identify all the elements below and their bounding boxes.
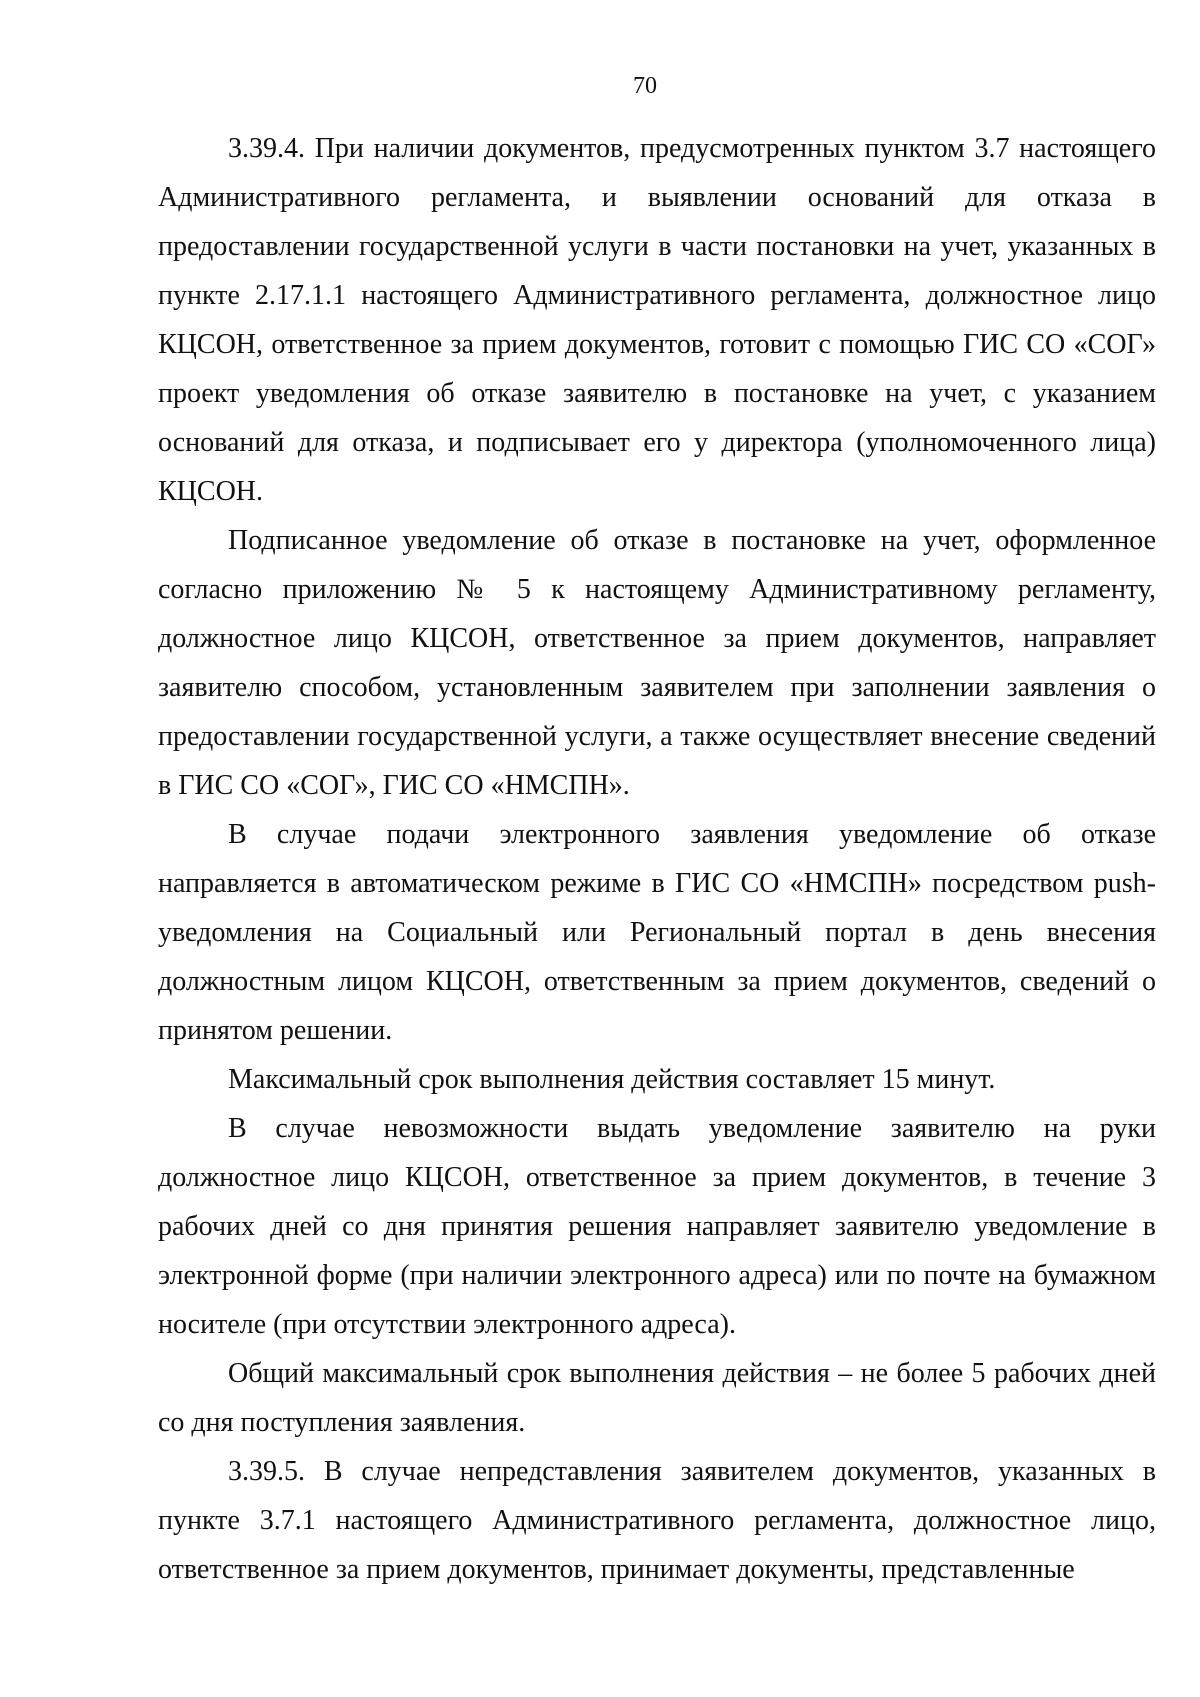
paragraph-3-39-5: 3.39.5. В случае непредставления заявителем документов, указанных в пункте 3.7.1 настоящего Административного регламента, должностное лицо, ответственное за прием документов, принимает документы, представленные (158, 1456, 1156, 1585)
paragraph-max-time-15-minutes: Максимальный срок выполнения действия составляет 15 минут. (228, 1064, 996, 1095)
paragraph-unable-to-deliver: В случае невозможности выдать уведомление заявителю на руки должностное лицо КЦСОН, ответственное за прием документов, в течение 3 рабочих дней со дня принятия решения направляет заявителю уведомление в электронной форме (при наличии электронного адреса) или по почте на бумажном носителе (при отсутствии электронного адреса). (158, 1113, 1156, 1340)
paragraph-signed-notification: Подписанное уведомление об отказе в постановке на учет, оформленное согласно приложению № 5 к настоящему Административному регламенту, должностное лицо КЦСОН, ответственное за прием документов, направляет заявителю способом, установленным заявителем при заполнении заявления о предоставлении государственной услуги, а также осуществляет внесение сведений в ГИС СО «СОГ», ГИС СО «НМСПН». (158, 525, 1156, 801)
paragraph-electronic-application: В случае подачи электронного заявления уведомление об отказе направляется в автоматическом режиме в ГИС СО «НМСПН» посредством push-уведомления на Социальный или Региональный портал в день внесения должностным лицом КЦСОН, ответственным за прием документов, сведений о принятом решении. (158, 819, 1156, 1046)
paragraph-total-max-time: Общий максимальный срок выполнения действия – не более 5 рабочих дней со дня поступления заявления. (158, 1358, 1156, 1438)
paragraph-3-39-4: 3.39.4. При наличии документов, предусмотренных пунктом 3.7 настоящего Административного регламента, и выявлении оснований для отказа в предоставлении государственной услуги в части постановки на учет, указанных в пункте 2.17.1.1 настоящего Административного регламента, должностное лицо КЦСОН, ответственное за прием документов, готовит с помощью ГИС СО «СОГ» проект уведомления об отказе заявителю в постановке на учет, с указанием оснований для отказа, и подписывает его у директора (уполномоченного лица) КЦСОН. (158, 133, 1156, 507)
document-body (158, 124, 1156, 1594)
page-number: 70 (633, 73, 657, 99)
